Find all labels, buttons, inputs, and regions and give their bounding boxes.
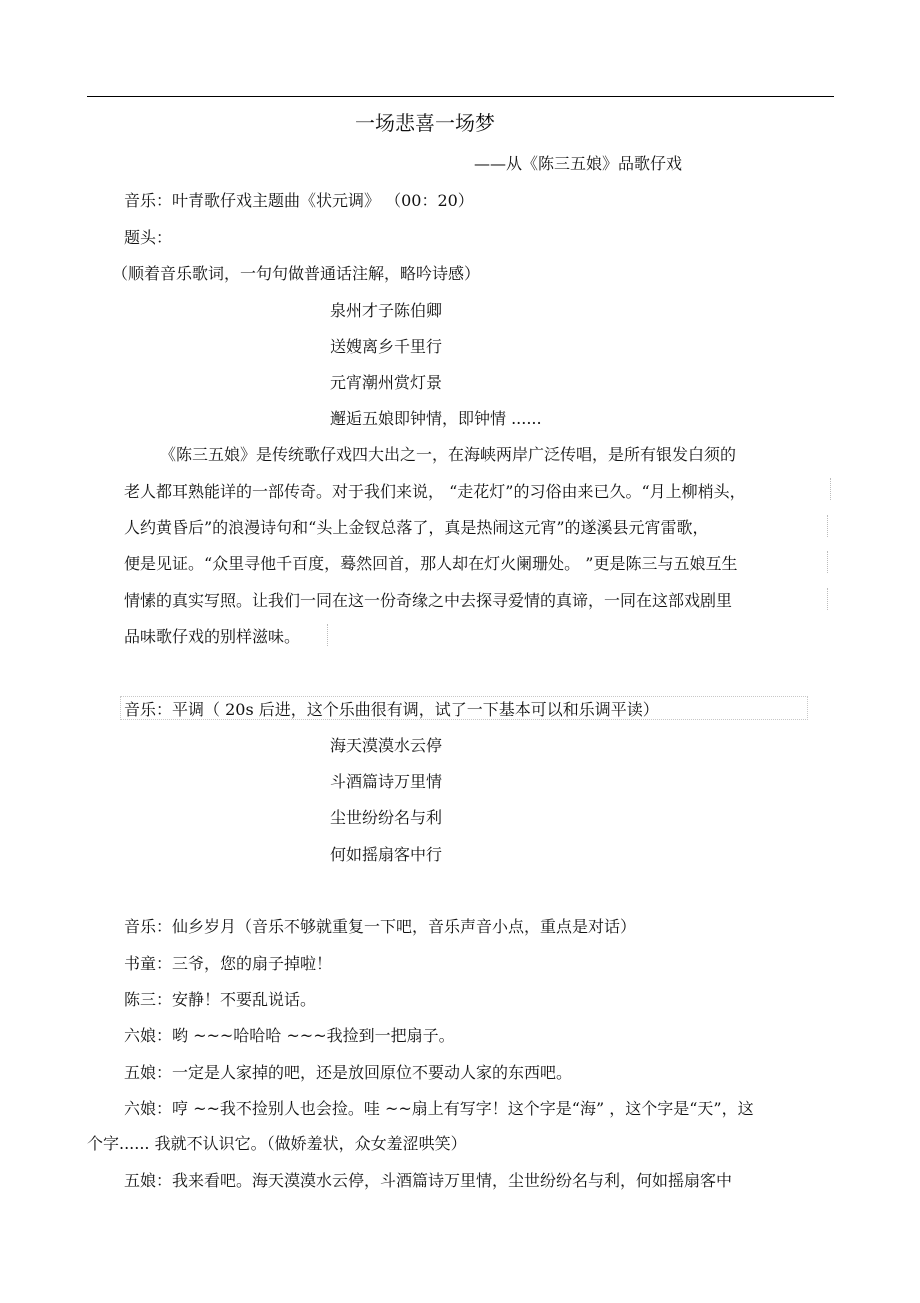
poem2-line: 斗酒篇诗万里情 <box>330 772 443 791</box>
document-subtitle: ——从《陈三五娘》品歌仔戏 <box>474 154 683 173</box>
dialog-line: 陈三：安静！不要乱说话。 <box>124 990 317 1009</box>
intro-paragraph-line: 情愫的真实写照。让我们一同在这一份奇缘之中去探寻爱情的真谛，一同在这部戏剧里 <box>124 591 733 610</box>
header-rule <box>87 96 834 97</box>
dialog-line: 音乐：仙乡岁月（音乐不够就重复一下吧，音乐声音小点，重点是对话） <box>124 917 637 936</box>
poem1-line: 邂逅五娘即钟情，即钟情 ...... <box>330 409 542 428</box>
poem1-line: 泉州才子陈伯卿 <box>330 301 443 320</box>
dialog-line: 五娘：我来看吧。海天漠漠水云停，斗酒篇诗万里情，尘世纷纷名与利，何如摇扇客中 <box>124 1171 733 1190</box>
intro-paragraph-line: 人约黄昏后”的浪漫诗句和“头上金钗总落了，真是热闹这元宵”的遂溪县元宵雷歌， <box>124 518 709 537</box>
dialog-line: 书童：三爷，您的扇子掉啦！ <box>124 954 333 973</box>
frame-fragment <box>712 515 828 537</box>
poem2-line: 何如摇扇客中行 <box>330 845 443 864</box>
dialog-line: 六娘：哼 ~~我不捡别人也会捡。哇 ~~扇上有写字！这个字是“海” ，这个字是“天”，这 <box>124 1099 754 1118</box>
dialog-line: 五娘：一定是人家掉的吧，还是放回原位不要动人家的东西吧。 <box>124 1063 573 1082</box>
music-cue-1: 音乐：叶青歌仔戏主题曲《状元调》 （00：20） <box>124 191 474 210</box>
music-cue-2: 音乐：平调（ 20s 后进，这个乐曲很有调，试了一下基本可以和乐调平读） <box>124 700 659 719</box>
dialog-line: 六娘：哟 ~~~哈哈哈 ~~~我捡到一把扇子。 <box>124 1026 455 1045</box>
frame-fragment <box>300 624 328 646</box>
poem1-line: 元宵潮州赏灯景 <box>330 373 443 392</box>
intro-paragraph-line: 老人都耳熟能详的一部传奇。对于我们来说， “走花灯”的习俗由来已久。“月上柳梢头， <box>124 482 746 501</box>
intro-paragraph-line: 品味歌仔戏的别样滋味。 <box>124 627 301 646</box>
intro-paragraph-line: 《陈三五娘》是传统歌仔戏四大出之一，在海峡两岸广泛传唱，是所有银发白须的 <box>160 445 737 464</box>
poem2-line: 尘世纷纷名与利 <box>330 808 443 827</box>
poem2-line: 海天漠漠水云停 <box>330 736 443 755</box>
poem1-line: 送嫂离乡千里行 <box>330 337 443 356</box>
tiyou-label: 题头： <box>124 228 173 247</box>
intro-paragraph-line: 便是见证。“众里寻他千百度，蓦然回首，那人却在灯火阑珊处。 ”更是陈三与五娘互生 <box>124 554 738 573</box>
stage-note: （顺着音乐歌词，一句句做普通话注解，略吟诗感） <box>112 264 481 283</box>
document-title: 一场悲喜一场梦 <box>355 111 495 135</box>
dialog-line: 个字...... 我就不认识它。（做娇羞状，众女羞涩哄笑） <box>87 1134 467 1153</box>
